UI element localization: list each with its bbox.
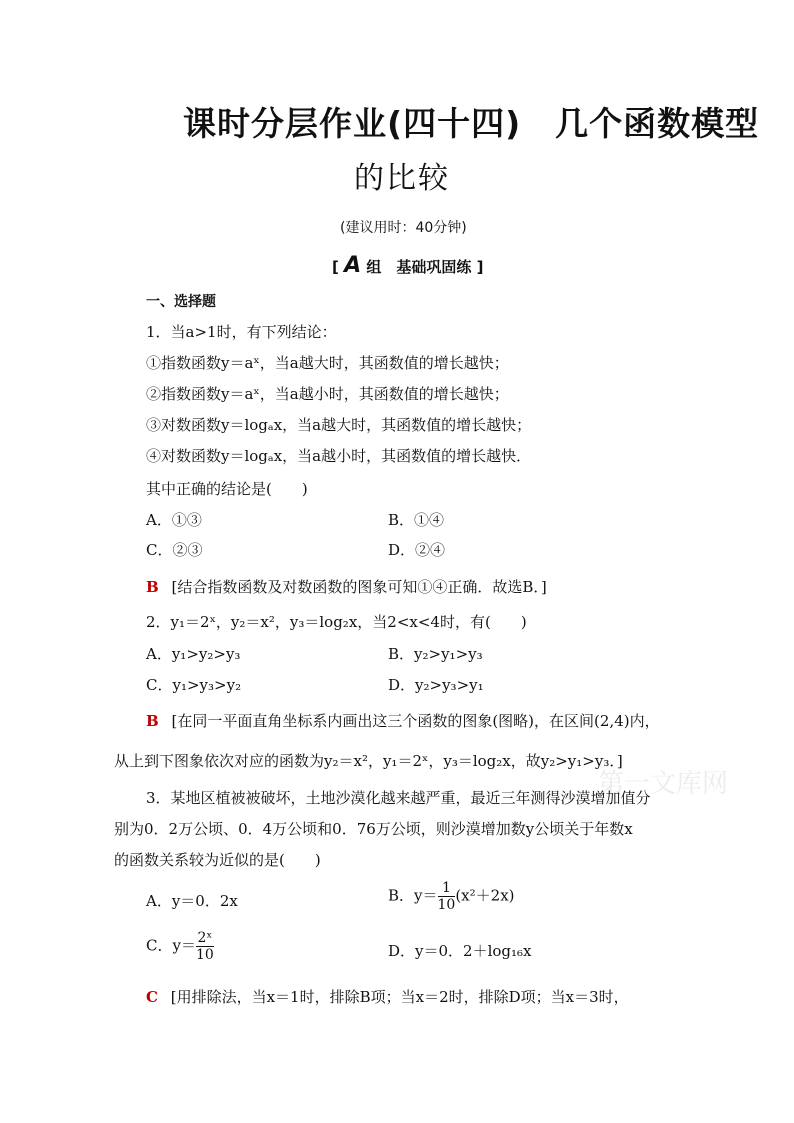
q1-answer — [146, 576, 547, 597]
bracket-close: ] — [476, 258, 484, 276]
q3-answer-text: [用排除法，当x＝1时，排除B项；当x＝2时，排除D项；当x＝3时， — [170, 988, 629, 1006]
fraction-denominator: 10 — [195, 947, 214, 963]
q3-line-3: 的函数关系较为近似的是( ) — [114, 851, 321, 869]
q2-option-b: B．y₂>y₁>y₃ — [388, 645, 483, 663]
section-heading: 一、选择题 — [146, 294, 216, 310]
q3-option-c — [146, 930, 214, 963]
q1-option-c: C．②③ — [146, 541, 203, 559]
q3-option-b-suffix: (x²＋2x) — [455, 886, 515, 905]
q2-stem: 2．y₁＝2ˣ，y₂＝x²，y₃＝log₂x，当2<x<4时，有( ) — [146, 613, 527, 631]
page-title-line1: 课时分层作业(四十四) 几个函数模型 — [183, 104, 760, 143]
fraction-numerator: 1 — [438, 880, 456, 897]
q1-stem: 1．当a>1时，有下列结论： — [146, 323, 337, 341]
q2-option-d: D．y₂>y₃>y₁ — [388, 676, 484, 694]
q3-line-1: 3．某地区植被被破坏，土地沙漠化越来越严重，最近三年测得沙漠增加值分 — [146, 789, 651, 807]
q1-ask: 其中正确的结论是( ) — [146, 480, 308, 498]
q3-option-c-fraction — [196, 930, 214, 963]
q3-option-a: A．y＝0．2x — [146, 892, 238, 910]
q1-option-b: B．①④ — [388, 511, 445, 529]
q3-option-b-fraction — [438, 880, 456, 913]
q1-option-a: A．①③ — [146, 511, 202, 529]
group-heading — [332, 253, 483, 278]
q2-option-a: A．y₁>y₂>y₃ — [146, 645, 241, 663]
q3-option-d: D．y＝0．2＋log₁₆x — [388, 942, 532, 960]
group-letter: A — [344, 253, 362, 278]
q3-line-2: 别为0．2万公顷、0．4万公顷和0．76万公顷，则沙漠增加数y公顷关于年数x — [114, 820, 633, 838]
q2-answer-text-2: 从上到下图象依次对应的函数为y₂＝x²，y₁＝2ˣ，y₃＝log₂x，故y₂>y₁>y₃．] — [114, 752, 623, 770]
fraction-denominator: 10 — [437, 897, 456, 913]
q3-option-b-prefix: B．y＝ — [388, 886, 438, 905]
q1-option-d: D．②④ — [388, 541, 446, 559]
group-label: 组 基础巩固练 — [366, 258, 472, 276]
q2-answer-text-1: [在同一平面直角坐标系内画出这三个函数的图象(图略)，在区间(2,4)内， — [171, 712, 660, 730]
q2-option-c: C．y₁>y₃>y₂ — [146, 676, 242, 694]
watermark: 第一文库网 — [598, 769, 729, 799]
bracket-open: [ — [332, 258, 339, 276]
q2-answer — [146, 710, 660, 731]
q1-statement-4: ④对数函数y＝logₐx，当a越小时，其函数值的增长越快． — [146, 447, 532, 465]
q3-answer — [146, 986, 629, 1007]
page-title-line2: 的比较 — [354, 161, 450, 196]
fraction-numerator: 2ˣ — [197, 930, 213, 946]
q3-option-c-prefix: C．y＝ — [146, 936, 196, 955]
q2-answer-letter: B — [146, 712, 159, 730]
q1-statement-2: ②指数函数y＝aˣ，当a越小时，其函数值的增长越快； — [146, 385, 509, 403]
q1-statement-3: ③对数函数y＝logₐx，当a越大时，其函数值的增长越快； — [146, 416, 532, 434]
q1-answer-letter: B — [146, 578, 159, 596]
time-hint: (建议用时：40分钟) — [340, 220, 467, 236]
q1-answer-text: [结合指数函数及对数函数的图象可知①④正确．故选B．] — [171, 578, 547, 596]
q1-statement-1: ①指数函数y＝aˣ，当a越大时，其函数值的增长越快； — [146, 354, 509, 372]
q3-option-b — [388, 880, 515, 913]
q3-answer-letter: C — [146, 988, 158, 1006]
